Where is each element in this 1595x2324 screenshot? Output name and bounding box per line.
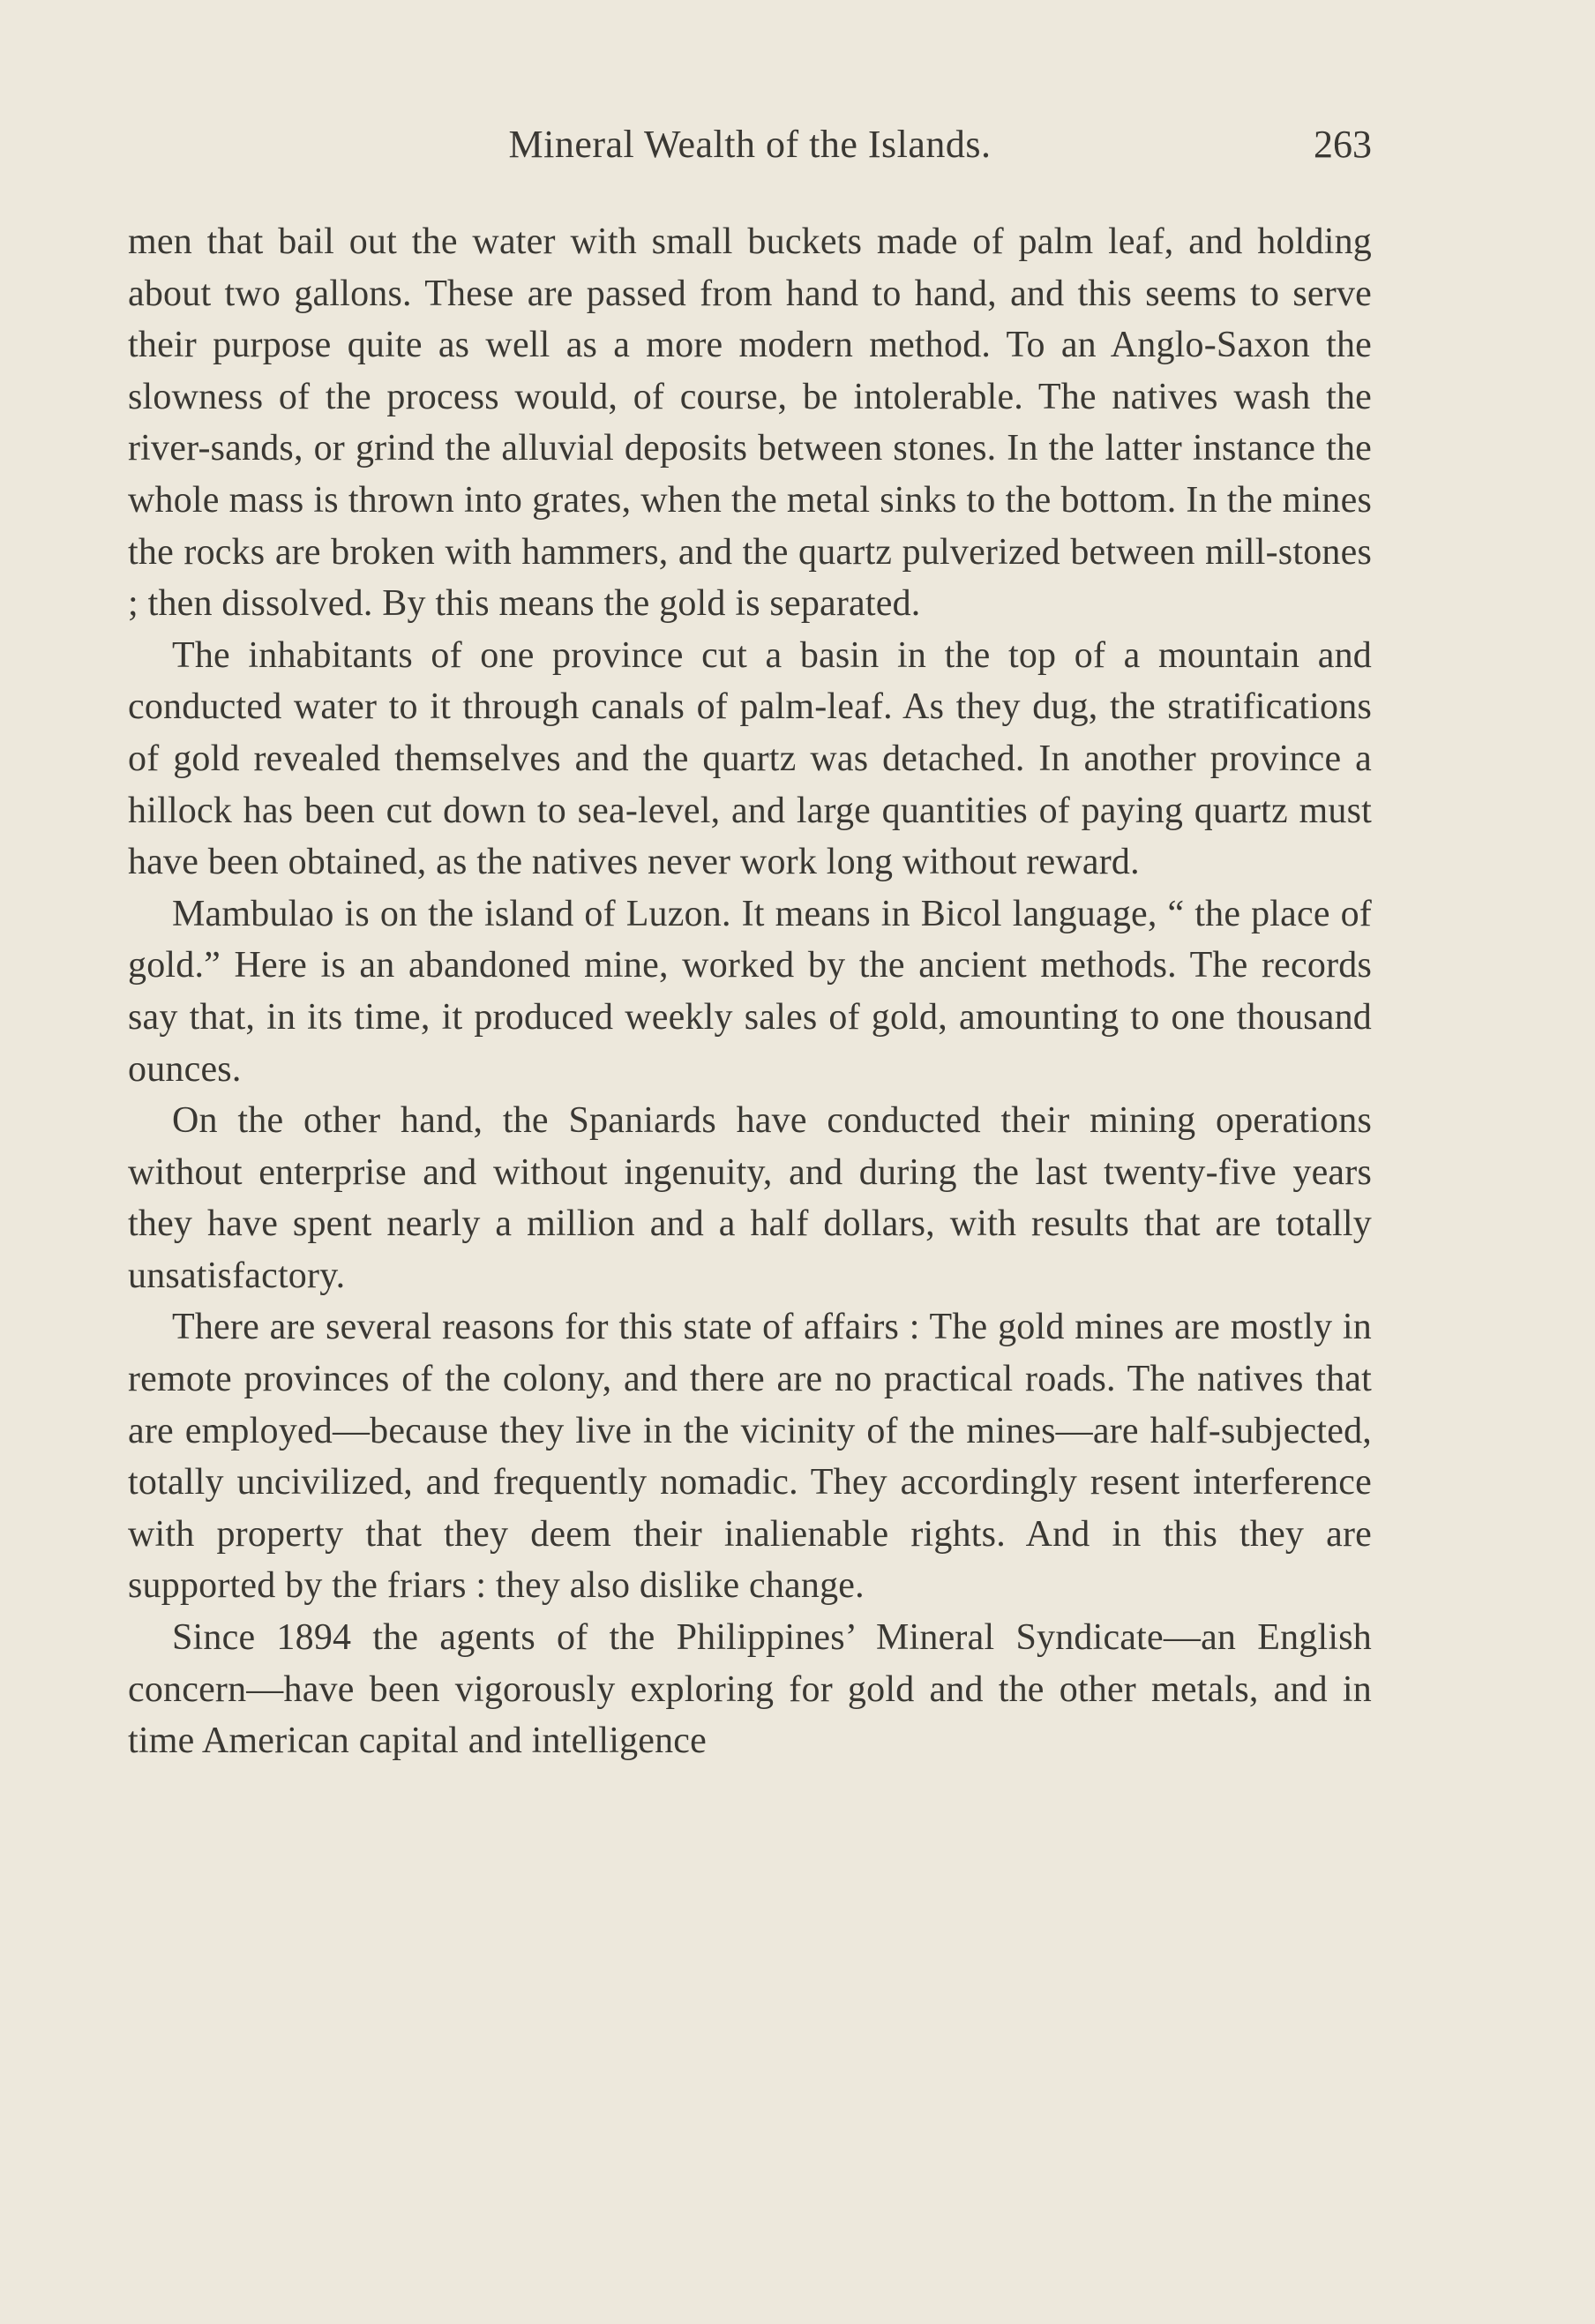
running-head — [128, 122, 1372, 192]
paragraph-reasons: There are several reasons for this state of affairs : The gold mines are mostly in remote provinces of the colony, and there are no practical roads. The natives that are employed—because they live in the vicinity of the mines—are half-subjected, totally uncivilized, and frequently nomadic. They accordingly resent interference with property that they deem their inalienable rights. And in this they are supported by the friars : they also dislike change. — [128, 1307, 1372, 1607]
page-number: 263 — [1314, 123, 1372, 166]
body-text — [128, 216, 1372, 1767]
paragraph-spaniards: On the other hand, the Spaniards have conducted their mining operations without enterprise and without ingenuity, and during the last twenty-five years they have spent nearly a million and a half dollars, with results that are totally unsatisfactory. — [128, 1100, 1372, 1296]
paragraph-basin: The inhabitants of one province cut a basin in the top of a mountain and conducted water to it through canals of palm-leaf. As they dug, the stratifications of gold revealed themselves and the quartz was detached. In another province a hillock has been cut down to sea-level, and large quantities of paying quartz must have been obtained, as the natives never work long without reward. — [128, 634, 1372, 883]
paragraph-syndicate: Since 1894 the agents of the Philippines’ Mineral Syndicate—an English concern—have been vigorously exploring for gold and the other metals, and in time American capital and intelligence — [128, 1617, 1372, 1762]
paragraph-continued: men that bail out the water with small buckets made of palm leaf, and holding about two gallons. These are passed from hand to hand, and this seems to serve their purpose quite as well as a more modern method. To an Anglo-Saxon the slowness of the process would, of course, be intolerable. The natives wash the river-sands, or grind the alluvial deposits between stones. In the latter instance the whole mass is thrown into grates, when the metal sinks to the bottom. In the mines the rocks are broken with hammers, and the quartz pulverized between mill-stones ; then dissolved. By this means the gold is separated. — [128, 221, 1372, 625]
running-title: Mineral Wealth of the Islands. — [508, 123, 992, 166]
paragraph-mambulao: Mambulao is on the island of Luzon. It means in Bicol language, “ the place of gold.” Here is an abandoned mine, worked by the ancient methods. The records say that, in its time, it produced weekly sales of gold, amounting to one thousand ounces. — [128, 893, 1372, 1090]
